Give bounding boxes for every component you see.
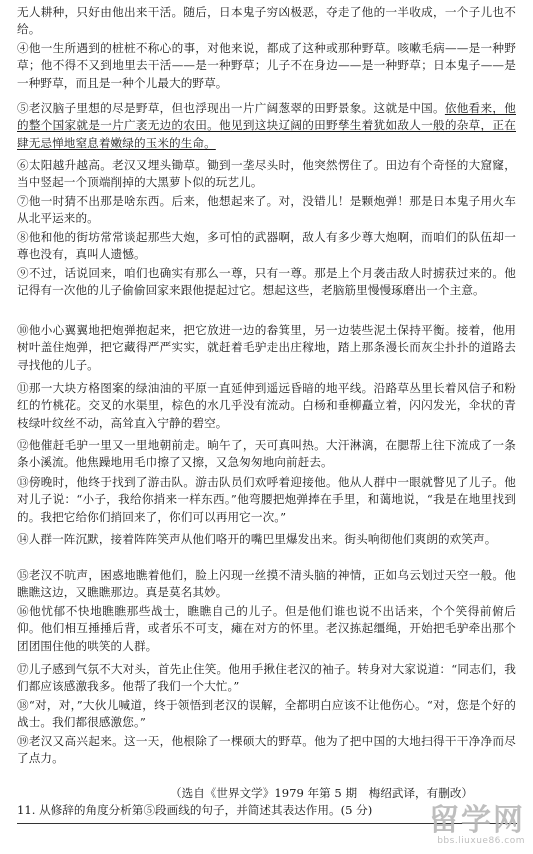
paragraph-13: ⑬傍晚时，他终于找到了游击队。游击队员们欢呼着迎接他。他从人群中一眼就瞥见了儿子。他对儿子说：“小子，我给你捎来一样东西。”他弯腰把炮弹捧在手里，和蔼地说，“我是在地里找到的。我把它给你们捎回来了，你们可以再用它一次。” [17, 475, 516, 524]
paragraph-15: ⑮老汉不吭声，困惑地瞧着他们，脸上闪现一丝摸不清头脑的神情，正如乌云划过天空一般。他瞧瞧这边，又瞧瞧那边。真是莫名其妙。 [17, 568, 516, 600]
paragraph-5-plain: ⑤老汉脑子里想的尽是野草，但也浮现出一片广阔葱翠的田野景象。这就是中国。 [17, 101, 445, 115]
paragraph-19: ⑲老汉又高兴起来。这一天，他根除了一棵硕大的野草。他为了把中国的大地扫得干干净净而尽了点力。 [17, 734, 516, 766]
paragraph-17: ⑰儿子感到气氛不大对头，首先止住笑。他用手揪住老汉的袖子。转身对大家说道：“同志们，我们都应该感激我多。他帮了我们一个大忙。” [17, 662, 516, 694]
question-11: 11. 从修辞的角度分析第⑤段画线的句子，并简述其表达作用。(5 分) [17, 803, 373, 817]
paragraph-5 [17, 100, 516, 152]
watermark-url: bbs.liuxue86.com [437, 836, 525, 846]
source-citation: （选自《世界文学》1979 年第 5 期 梅绍武译，有删改） [170, 786, 474, 800]
paragraph-12: ⑫他催赶毛驴一里又一里地朝前走。晌午了，天可真叫热。大汗淋漓，在腮帮上往下流成了一条条小溪流。他焦躁地用毛巾擦了又擦，又急匆匆地向前赶去。 [17, 438, 516, 470]
paragraph-16: ⑯他忧郁不快地瞧瞧那些战士，瞧瞧自己的儿子。但是他们谁也说不出话来，个个笑得前俯后仰。他们相互捶捶后背，或者乐不可支，瘫在对方的怀里。老汉拣起缰绳，开始把毛驴牵出那个团团围住他的哄笑的人群。 [17, 604, 516, 653]
paragraph-6: ⑥太阳越升越高。老汉又埋头锄草。锄到一垄尽头时，他突然愣住了。田边有个奇怪的大窟窿，当中竖起一个顶端削掉的大黑萝卜似的玩艺儿。 [17, 158, 516, 190]
watermark-title: 留学网 [429, 803, 525, 838]
paragraph-10: ⑩他小心翼翼地把炮弹抱起来，把它放进一边的畚箕里，另一边装些泥土保持平衡。接着，他用树叶盖住炮弹，把它藏得严严实实，就赶着毛驴走出庄稼地，踏上那条漫长而灰尘扑扑的道路去寻找他的儿子。 [17, 323, 516, 372]
watermark-logo [429, 803, 525, 847]
paragraph-8: ⑧他和他的街坊常常谈起那些大炮，多可怕的武器啊，敌人有多少尊大炮啊，而咱们的队伍却一尊也没有，真叫人遗憾。 [17, 230, 516, 262]
paragraph-18: ⑱“对，对，”大伙儿喊道，终于领悟到老汉的误解，全都明白应该不让他伤心。“对，您是个好的战士。我们都很感激您。” [17, 698, 516, 730]
paragraph-7: ⑦他一时猜不出那是啥东西。后来，他想起来了。对，没错儿！是颗炮弹！那是日本鬼子用火车从北平运来的。 [17, 194, 516, 226]
paragraph-14: ⑭人群一阵沉默，接着阵阵笑声从他们咯开的嘴巴里爆发出来。街头响彻他们爽朗的欢笑声。 [17, 532, 497, 546]
paragraph-4: ④他一生所遇到的桩桩不称心的事，对他来说，都成了这种或那种野草。咳嗽毛病——是一种野草；他不得不又到地里去干活——是一种野草；儿子不在身边——是一种野草；日本鬼子——是一种野草，而且是一种个儿最大的野草。 [17, 41, 516, 90]
paragraph-9: ⑨不过，话说回来，咱们也确实有那么一尊，只有一尊。那是上个月袭击敌人时掳获过来的。他记得有一次他的儿子偷偷回家来跟他提起过它。想起这些，老脑筋里慢慢琢磨出一个主意。 [17, 266, 516, 298]
paragraph-continuation: 无人耕种，只好由他出来干活。随后，日本鬼子穷凶极恶，夺走了他的一半收成，一个子儿也不给。 [17, 5, 516, 37]
paragraph-5-underlined-sentence: 依他看来，他的整个国家就是一片广袤无边的农田。他见到这块辽阔的田野孳生着犹如敌人一般的杂草，正在肆无忌惮地窒息着嫩绿的玉米的生命。 [17, 101, 516, 150]
paragraph-11: ⑪那一大块方格图案的绿油油的平原一直延伸到遥远昏暗的地平线。沿路草丛里长着风信子和粉红的竹桃花。交叉的水渠里，棕色的水几乎没有流动。白杨和垂柳矗立着，闪闪发光，伞状的青枝绿叶纹丝不动，高耸直入宁静的碧空。 [17, 381, 516, 430]
